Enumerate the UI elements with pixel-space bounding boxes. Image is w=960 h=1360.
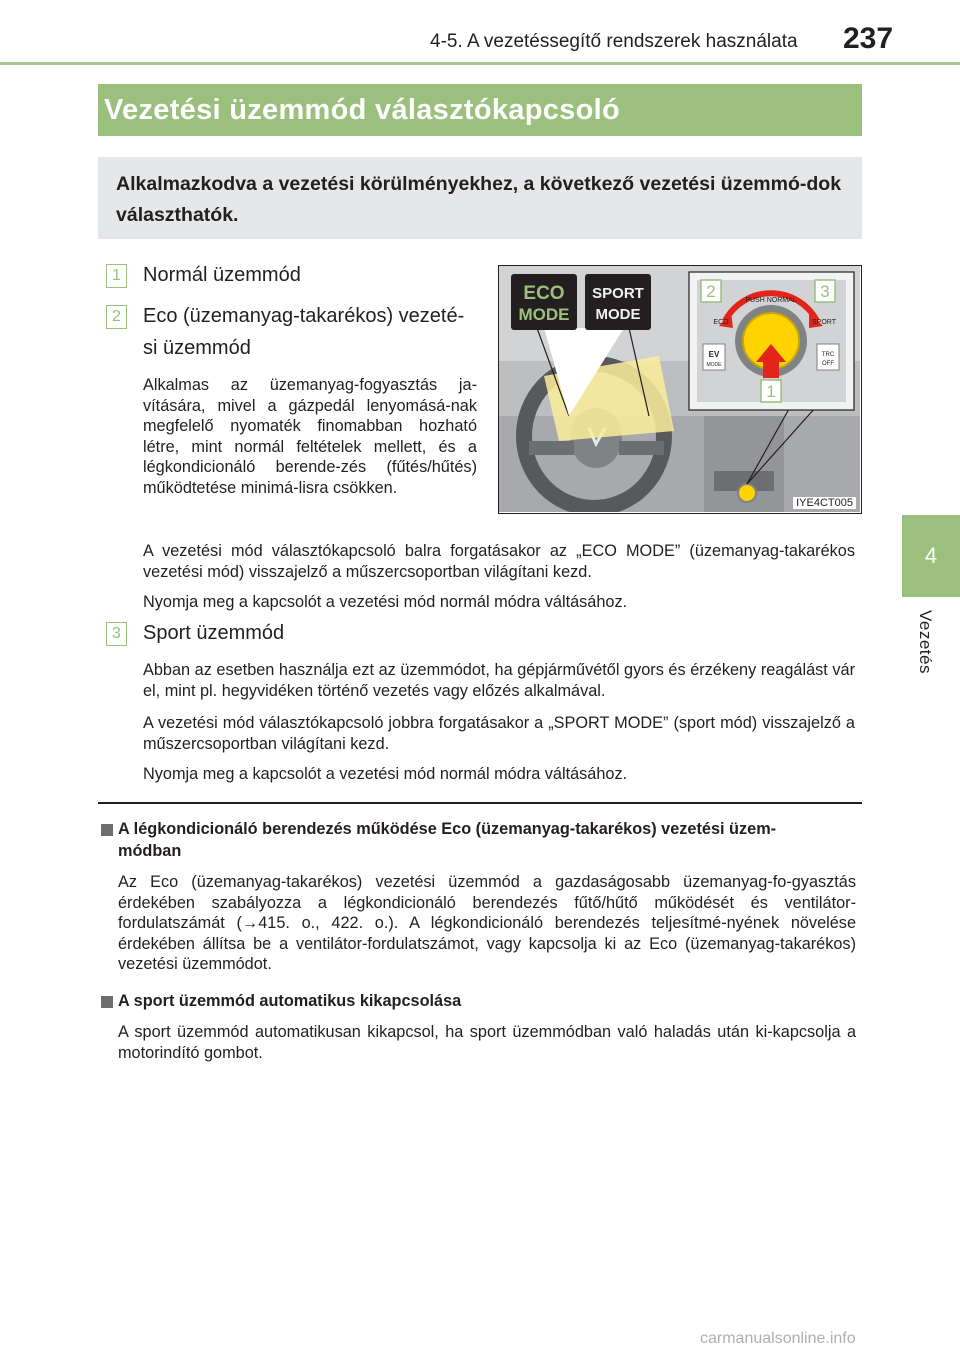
svg-text:MODE: MODE [706, 362, 722, 368]
sport-indicator-line1: SPORT [592, 285, 644, 302]
figure-code: IYE4CT005 [793, 497, 856, 509]
eco-indicator-line2: MODE [518, 305, 570, 324]
svg-text:OFF: OFF [822, 361, 834, 367]
chapter-tab-number[interactable]: 4 [902, 515, 960, 597]
section-title: Vezetési üzemmód választókapcsoló [98, 84, 862, 136]
chapter-tab-label: Vezetés [916, 610, 935, 674]
note-2-text: A sport üzemmód automatikusan kikapcsol, ha sport üzemmódban való haladás után ki-kapcsolja a motorindító gombot. [118, 1023, 856, 1062]
running-header: 4-5. A vezetéssegítő rendszerek használata [430, 31, 798, 52]
arrow-icon: → [241, 914, 259, 932]
eco-paragraph-1: A vezetési mód választókapcsoló balra forgatásakor az „ECO MODE” (üzemanyag-takarékos vezetési mód) visszajelző a műszercsoportban világítani kezd. [143, 542, 855, 581]
eco-paragraph-2: Nyomja meg a kapcsolót a vezetési mód normál módra váltásához. [143, 593, 628, 611]
note-1-title-line1: A légkondicionáló berendezés működése Eco (üzemanyag-takarékos) vezetési üzem- [118, 820, 777, 838]
section-divider [98, 802, 862, 804]
sport-indicator-line2: MODE [595, 306, 641, 323]
svg-text:EV: EV [708, 350, 720, 359]
watermark: carmanualsonline.info [700, 1330, 856, 1347]
eco-indicator-line1: ECO [523, 283, 565, 304]
intro-box: Alkalmazkodva a vezetési körülményekhez, a következő vezetési üzemmó-dok választhatók. [98, 157, 862, 239]
item-label-eco-line2: si üzemmód [143, 337, 251, 359]
sport-paragraph-2: A vezetési mód választókapcsoló jobbra forgatásakor a „SPORT MODE” (sport mód) visszajelző a műszercsoportban világítani kezd. [143, 714, 855, 753]
item-label-sport: Sport üzemmód [143, 622, 285, 644]
square-bullet-icon [101, 996, 113, 1008]
item-number-2: 2 [106, 305, 127, 329]
dashboard-illustration [499, 266, 860, 512]
svg-text:2: 2 [706, 282, 716, 301]
note-1-text: Az Eco (üzemanyag-takarékos) vezetési üzemmód a gazdaságosabb üzemanyag-fo-gyasztás érdekében szabályozza a légkondicionáló berendezés fűtő/hűtő működését és ventilátor-fordulatszámát (→415. o., 422. o.). A légkondicionáló berendezés teljesítmé-nyének növelése érdekében állítsa be a ventilátor-fordulatszámot, vagy kapcsolja ki az Eco (üzemanyag-takarékos) vezetési üzemmódot. [118, 873, 856, 973]
square-bullet-icon [101, 824, 113, 836]
svg-text:3: 3 [820, 282, 830, 301]
mode-dial-location [738, 484, 756, 502]
eco-description: Alkalmas az üzemanyag-fogyasztás ja-vítására, mivel a gázpedál lenyomásá-nak megfelelő nyomaték finomabban hozható létre, mint normál feltételek mellett, és a légkondicionáló berende-zés (fűtés/hűtés) működtetése minimá-lisra csökken. [143, 376, 477, 497]
item-label-eco-line1: Eco (üzemanyag-takarékos) vezeté- [143, 305, 465, 327]
push-normal-label: PUSH NORMAL [745, 297, 797, 304]
sport-switch-label: SPORT [812, 319, 836, 326]
header-rule [0, 62, 960, 65]
item-label-normal: Normál üzemmód [143, 264, 301, 286]
item-number-3: 3 [106, 622, 127, 646]
eco-switch-label: ECO [713, 319, 729, 326]
sport-paragraph-3: Nyomja meg a kapcsolót a vezetési mód normál módra váltásához. [143, 765, 628, 783]
svg-text:1: 1 [766, 382, 776, 401]
page-number: 237 [843, 22, 894, 55]
svg-text:TRC: TRC [821, 352, 835, 358]
item-number-1: 1 [106, 264, 127, 288]
note-1-title-line2: módban [118, 842, 182, 860]
drive-mode-figure [498, 265, 862, 514]
sport-paragraph-1: Abban az esetben használja ezt az üzemmódot, ha gépjárművétől gyors és érzékeny reagálást vár el, mint pl. hegyvidéken történő vezetés vagy előzés alkalmával. [143, 661, 855, 700]
note-2-title: A sport üzemmód automatikus kikapcsolása [118, 992, 462, 1010]
